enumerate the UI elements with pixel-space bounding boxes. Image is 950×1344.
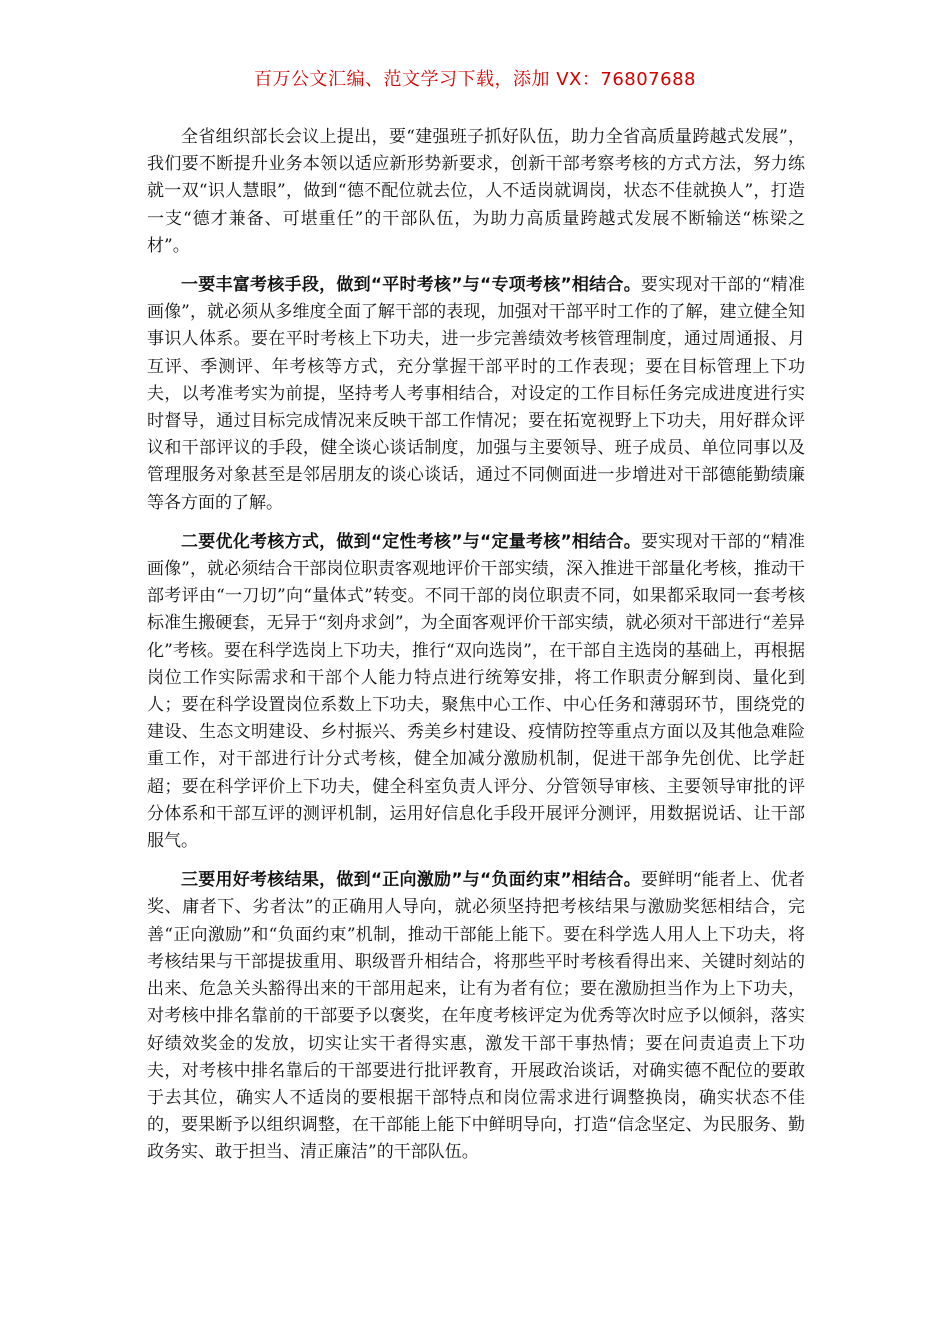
section-lead-2: 二要优化考核方式，做到“定性考核”与“定量考核”相结合。	[181, 531, 641, 552]
section-body-2: 要实现对干部的“精准画像”，就必须结合干部岗位职责客观地评价干部实绩，深入推进干部量化考核，推动干部考评由“一刀切”向“量体式”转变。不同干部的岗位职责不同，如果都采取同一套考核标准生搬硬套，无异于“刻舟求剑”，为全面客观评价干部实绩，就必须对干部进行“差异化”考核。要在科学选岗上下功夫，推行“双向选岗”，在干部自主选岗的基础上，再根据岗位工作实际需求和干部个人能力特点进行统筹安排，将工作职责分解到岗、量化到人；要在科学设置岗位系数上下功夫，聚焦中心工作、中心任务和薄弱环节，围绕党的建设、生态文明建设、乡村振兴、秀美乡村建设、疫情防控等重点方面以及其他急难险重工作，对干部进行计分式考核，健全加减分激励机制，促进干部争先创优、比学赶超；要在科学评价上下功夫，健全科室负责人评分、分管领导审核、主要领导审批的评分体系和干部互评的测评机制，运用好信息化手段开展评分测评，用数据说话、让干部服气。	[147, 531, 805, 852]
section-lead-3: 三要用好考核结果，做到“正向激励”与“负面约束”相结合。	[181, 870, 641, 891]
section-paragraph-3	[147, 867, 805, 1166]
section-paragraph-2	[147, 529, 805, 855]
section-paragraph-1	[147, 272, 805, 517]
document-body	[147, 124, 805, 1179]
section-body-3: 要鲜明“能者上、优者奖、庸者下、劣者汰”的正确用人导向，就必须坚持把考核结果与激励奖惩相结合，完善“正向激励”和“负面约束”机制，推动干部能上能下。要在科学选人用人上下功夫，将考核结果与干部提拔重用、职级晋升相结合，将那些平时考核看得出来、关键时刻站的出来、危急关头豁得出来的干部用起来，让有为者有位；要在激励担当作为上下功夫，对考核中排名靠前的干部要予以褒奖，在年度考核评定为优秀等次时应予以倾斜，落实好绩效奖金的发放，切实让实干者得实惠，激发干部干事热情；要在问责追责上下功夫，对考核中排名靠后的干部要进行批评教育，开展政治谈话，对确实德不配位的要敢于去其位，确实人不适岗的要根据干部特点和岗位需求进行调整换岗，确实状态不佳的，要果断予以组织调整，在干部能上能下中鲜明导向，打造“信念坚定、为民服务、勤政务实、敢于担当、清正廉洁”的干部队伍。	[147, 870, 805, 1163]
promo-banner: 百万公文汇编、范文学习下载，添加 VX：76807688	[254, 69, 696, 90]
intro-paragraph: 全省组织部长会议上提出，要“建强班子抓好队伍，助力全省高质量跨越式发展”，我们要不断提升业务本领以适应新形势新要求，创新干部考察考核的方式方法，努力练就一双“识人慧眼”，做到“德不配位就去位，人不适岗就调岗，状态不佳就换人”，打造一支“德才兼备、可堪重任”的干部队伍，为助力高质量跨越式发展不断输送“栋梁之材”。	[147, 127, 805, 256]
section-lead-1: 一要丰富考核手段，做到“平时考核”与“专项考核”相结合。	[181, 275, 641, 296]
section-body-1: 要实现对干部的“精准画像”，就必须从多维度全面了解干部的表现，加强对干部平时工作的了解，建立健全知事识人体系。要在平时考核上下功夫，进一步完善绩效考核管理制度，通过周通报、月互评、季测评、年考核等方式，充分掌握干部平时的工作表现；要在目标管理上下功夫，以考准考实为前提，坚持考人考事相结合，对设定的工作目标任务完成进度进行实时督导，通过目标完成情况来反映干部工作情况；要在拓宽视野上下功夫，用好群众评议和干部评议的手段，健全谈心谈话制度，加强与主要领导、班子成员、单位同事以及管理服务对象甚至是邻居朋友的谈心谈话，通过不同侧面进一步增进对干部德能勤绩廉等各方面的了解。	[147, 275, 805, 513]
